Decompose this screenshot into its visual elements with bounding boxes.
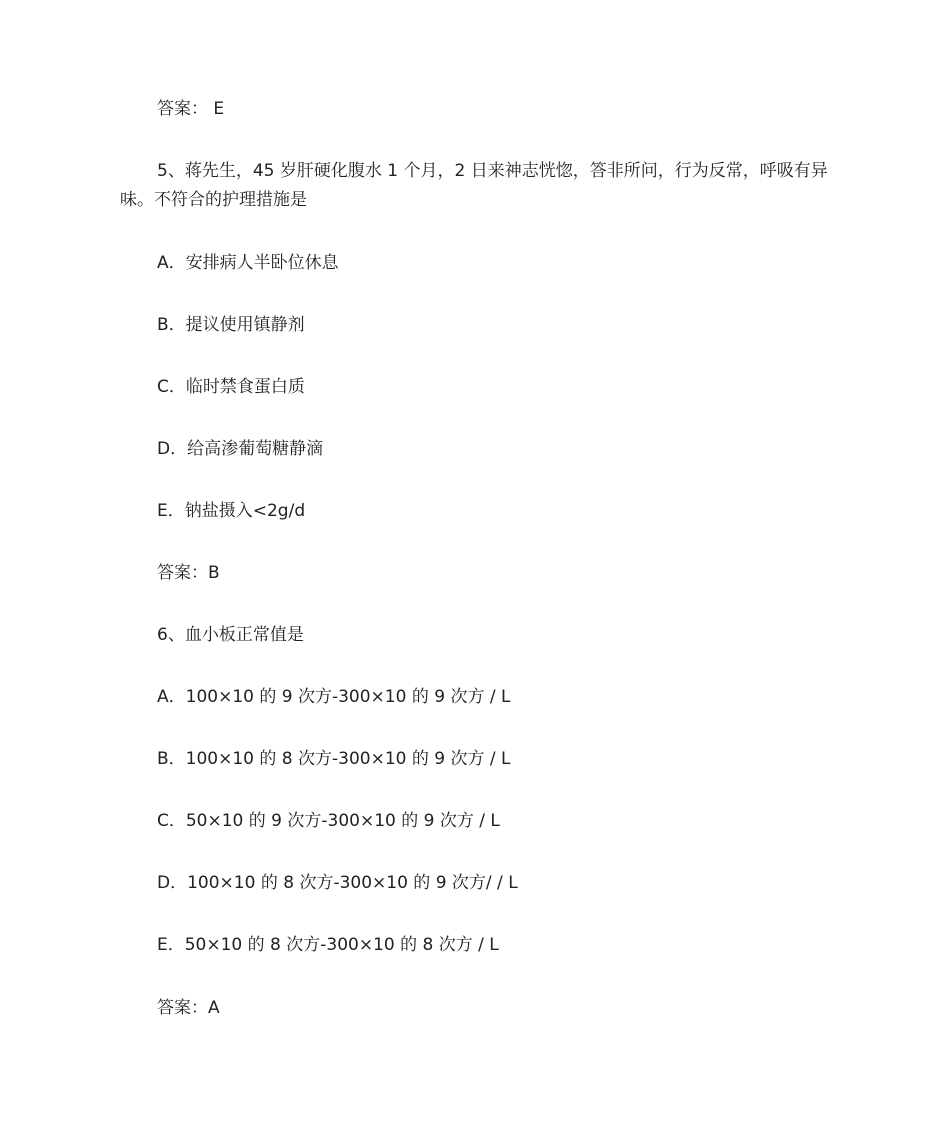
q5-option-e: E．钠盐摄入<2g/d (157, 501, 306, 521)
q6-answer: 答案：A (157, 998, 220, 1018)
q6-option-b: B．100×10 的 8 次方-300×10 的 9 次方 / L (157, 749, 511, 769)
q4-answer: 答案： E (157, 99, 225, 119)
q6-option-c: C．50×10 的 9 次方-300×10 的 9 次方 / L (157, 811, 500, 831)
q5-answer: 答案：B (157, 563, 220, 583)
q5-option-d: D．给高渗葡萄糖静滴 (157, 439, 324, 459)
q5-option-a: A．安排病人半卧位休息 (157, 253, 339, 273)
q6-option-e: E．50×10 的 8 次方-300×10 的 8 次方 / L (157, 935, 499, 955)
q6-option-a: A．100×10 的 9 次方-300×10 的 9 次方 / L (157, 687, 511, 707)
q6-stem: 6、血小板正常值是 (157, 625, 304, 645)
q5-stem: 5、蒋先生，45 岁肝硬化腹水 1 个月，2 日来神志恍惚，答非所问，行为反常，呼吸有异味。不符合的护理措施是 (120, 161, 828, 210)
q6-option-d: D．100×10 的 8 次方-300×10 的 9 次方/ / L (157, 873, 518, 893)
q5-option-c: C．临时禁食蛋白质 (157, 377, 305, 397)
q5-option-b: B．提议使用镇静剂 (157, 315, 305, 335)
